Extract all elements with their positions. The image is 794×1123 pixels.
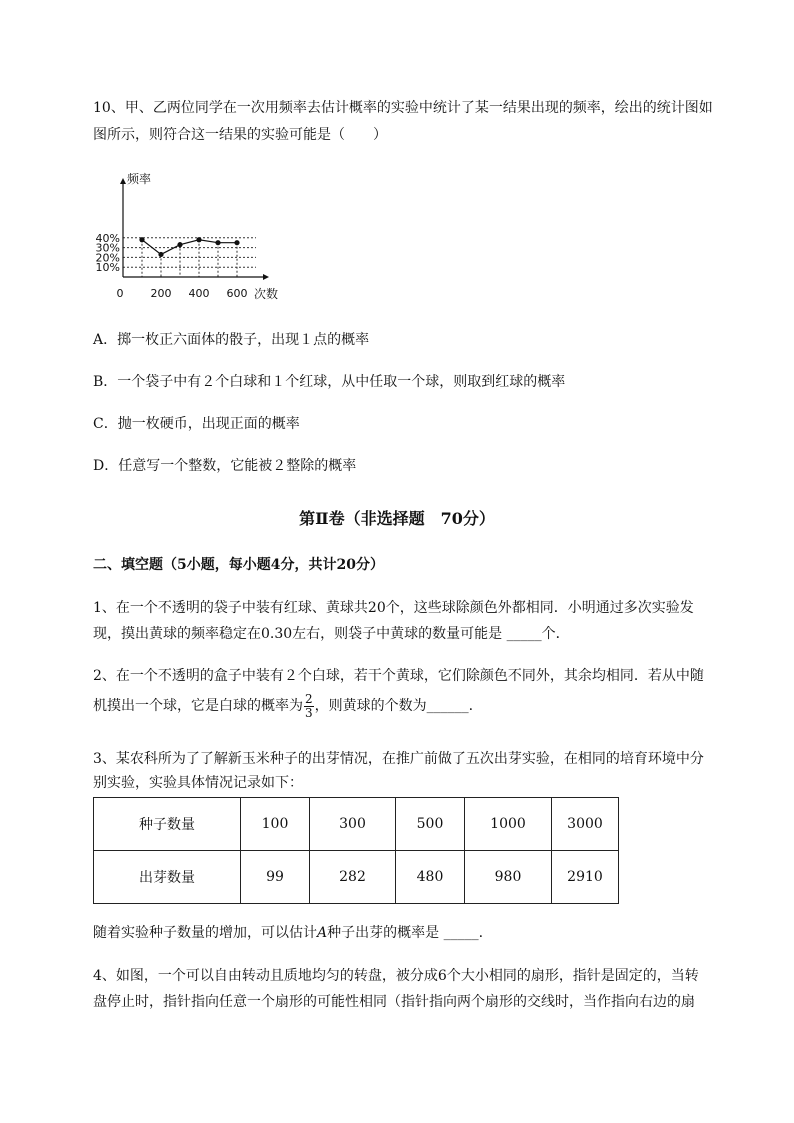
table-cell: 99	[241, 851, 310, 904]
experiment-table	[93, 797, 619, 904]
q3-conclusion-a: 随着实验种子数量的增加，可以估计	[93, 925, 317, 941]
table-cell: 3000	[552, 798, 619, 851]
q1-line1: 1、在一个不透明的袋子中装有红球、黄球共20个，这些球除颜色外都相同．小明通过多次实验发	[93, 600, 694, 616]
table-cell: 100	[241, 798, 310, 851]
table-cell: 500	[396, 798, 465, 851]
x-tick-label: 200	[150, 287, 172, 300]
y-tick-label: 40%	[95, 231, 120, 245]
q3-conclusion-italic: A	[317, 925, 328, 941]
q2-line2	[93, 688, 473, 724]
option-d: D．任意写一个整数，它能被２整除的概率	[93, 458, 357, 474]
data-point	[234, 240, 239, 245]
q2-line2-text-b: ，则黄球的个数为______.	[314, 698, 474, 714]
q2-line1: 2、在一个不透明的盒子中装有２个白球，若干个黄球，它们除颜色不同外，其余均相同．若从中随	[93, 668, 704, 684]
data-point	[158, 252, 163, 257]
table-cell: 种子数量	[94, 798, 241, 851]
fraction-denominator: 3	[305, 705, 313, 720]
table-cell: 1000	[465, 798, 552, 851]
q3-line2: 别实验，实验具体情况记录如下：	[93, 775, 303, 791]
q3-conclusion	[93, 923, 483, 943]
table-row	[94, 798, 619, 851]
y-axis-arrow	[120, 178, 126, 184]
section-title: 第Ⅱ卷（非选择题 70分）	[299, 509, 495, 528]
y-tick-label: 20%	[95, 251, 120, 265]
fraction-numerator: 2	[305, 691, 313, 706]
data-point	[196, 237, 201, 242]
q10-line1: 10、甲、乙两位同学在一次用频率去估计概率的实验中统计了某一结果出现的频率，绘出的统计图如	[93, 100, 713, 116]
y-tick-label: 30%	[95, 241, 120, 255]
table-cell: 出芽数量	[94, 851, 241, 904]
x-tick-label: 600	[226, 287, 248, 300]
section-heading: 二、填空题（5小题，每小题4分，共计20分）	[93, 557, 384, 573]
table-cell: 282	[310, 851, 396, 904]
data-point	[139, 237, 144, 242]
x-axis-label: 次数	[254, 287, 279, 300]
q1-line2: 现，摸出黄球的频率稳定在0.30左右，则袋子中黄球的数量可能是 _____个．	[93, 626, 570, 642]
data-point	[177, 242, 182, 247]
table-cell: 300	[310, 798, 396, 851]
y-axis-label: 频率	[127, 172, 152, 186]
x-axis-arrow	[263, 274, 269, 280]
frequency-line-chart	[90, 170, 290, 300]
option-c: C．抛一枚硬币，出现正面的概率	[93, 416, 300, 432]
table-row	[94, 851, 619, 904]
table-cell: 480	[396, 851, 465, 904]
x-tick-label: 0	[116, 287, 124, 300]
option-b: B．一个袋子中有２个白球和１个红球，从中任取一个球，则取到红球的概率	[93, 374, 566, 390]
q4-line2: 盘停止时，指针指向任意一个扇形的可能性相同（指针指向两个扇形的交线时，当作指向右边的扇	[93, 994, 695, 1010]
table-cell: 980	[465, 851, 552, 904]
q3-conclusion-b: 种子出芽的概率是 _____.	[327, 925, 484, 941]
q2-line2-text-a: 机摸出一个球，它是白球的概率为	[93, 698, 303, 714]
option-a: A．掷一枚正六面体的骰子，出现１点的概率	[93, 332, 370, 348]
y-tick-label: 10%	[95, 261, 120, 275]
fraction-two-thirds	[304, 693, 314, 720]
q4-line1: 4、如图，一个可以自由转动且质地均匀的转盘，被分成6个大小相同的扇形，指针是固定的，当转	[93, 968, 699, 984]
x-tick-label: 400	[188, 287, 210, 300]
table-cell: 2910	[552, 851, 619, 904]
data-point	[215, 240, 220, 245]
q10-line2: 图所示，则符合这一结果的实验可能是（ ）	[93, 127, 387, 143]
q3-line1: 3、某农科所为了了解新玉米种子的出芽情况，在推广前做了五次出芽实验，在相同的培育环境中分	[93, 751, 704, 767]
